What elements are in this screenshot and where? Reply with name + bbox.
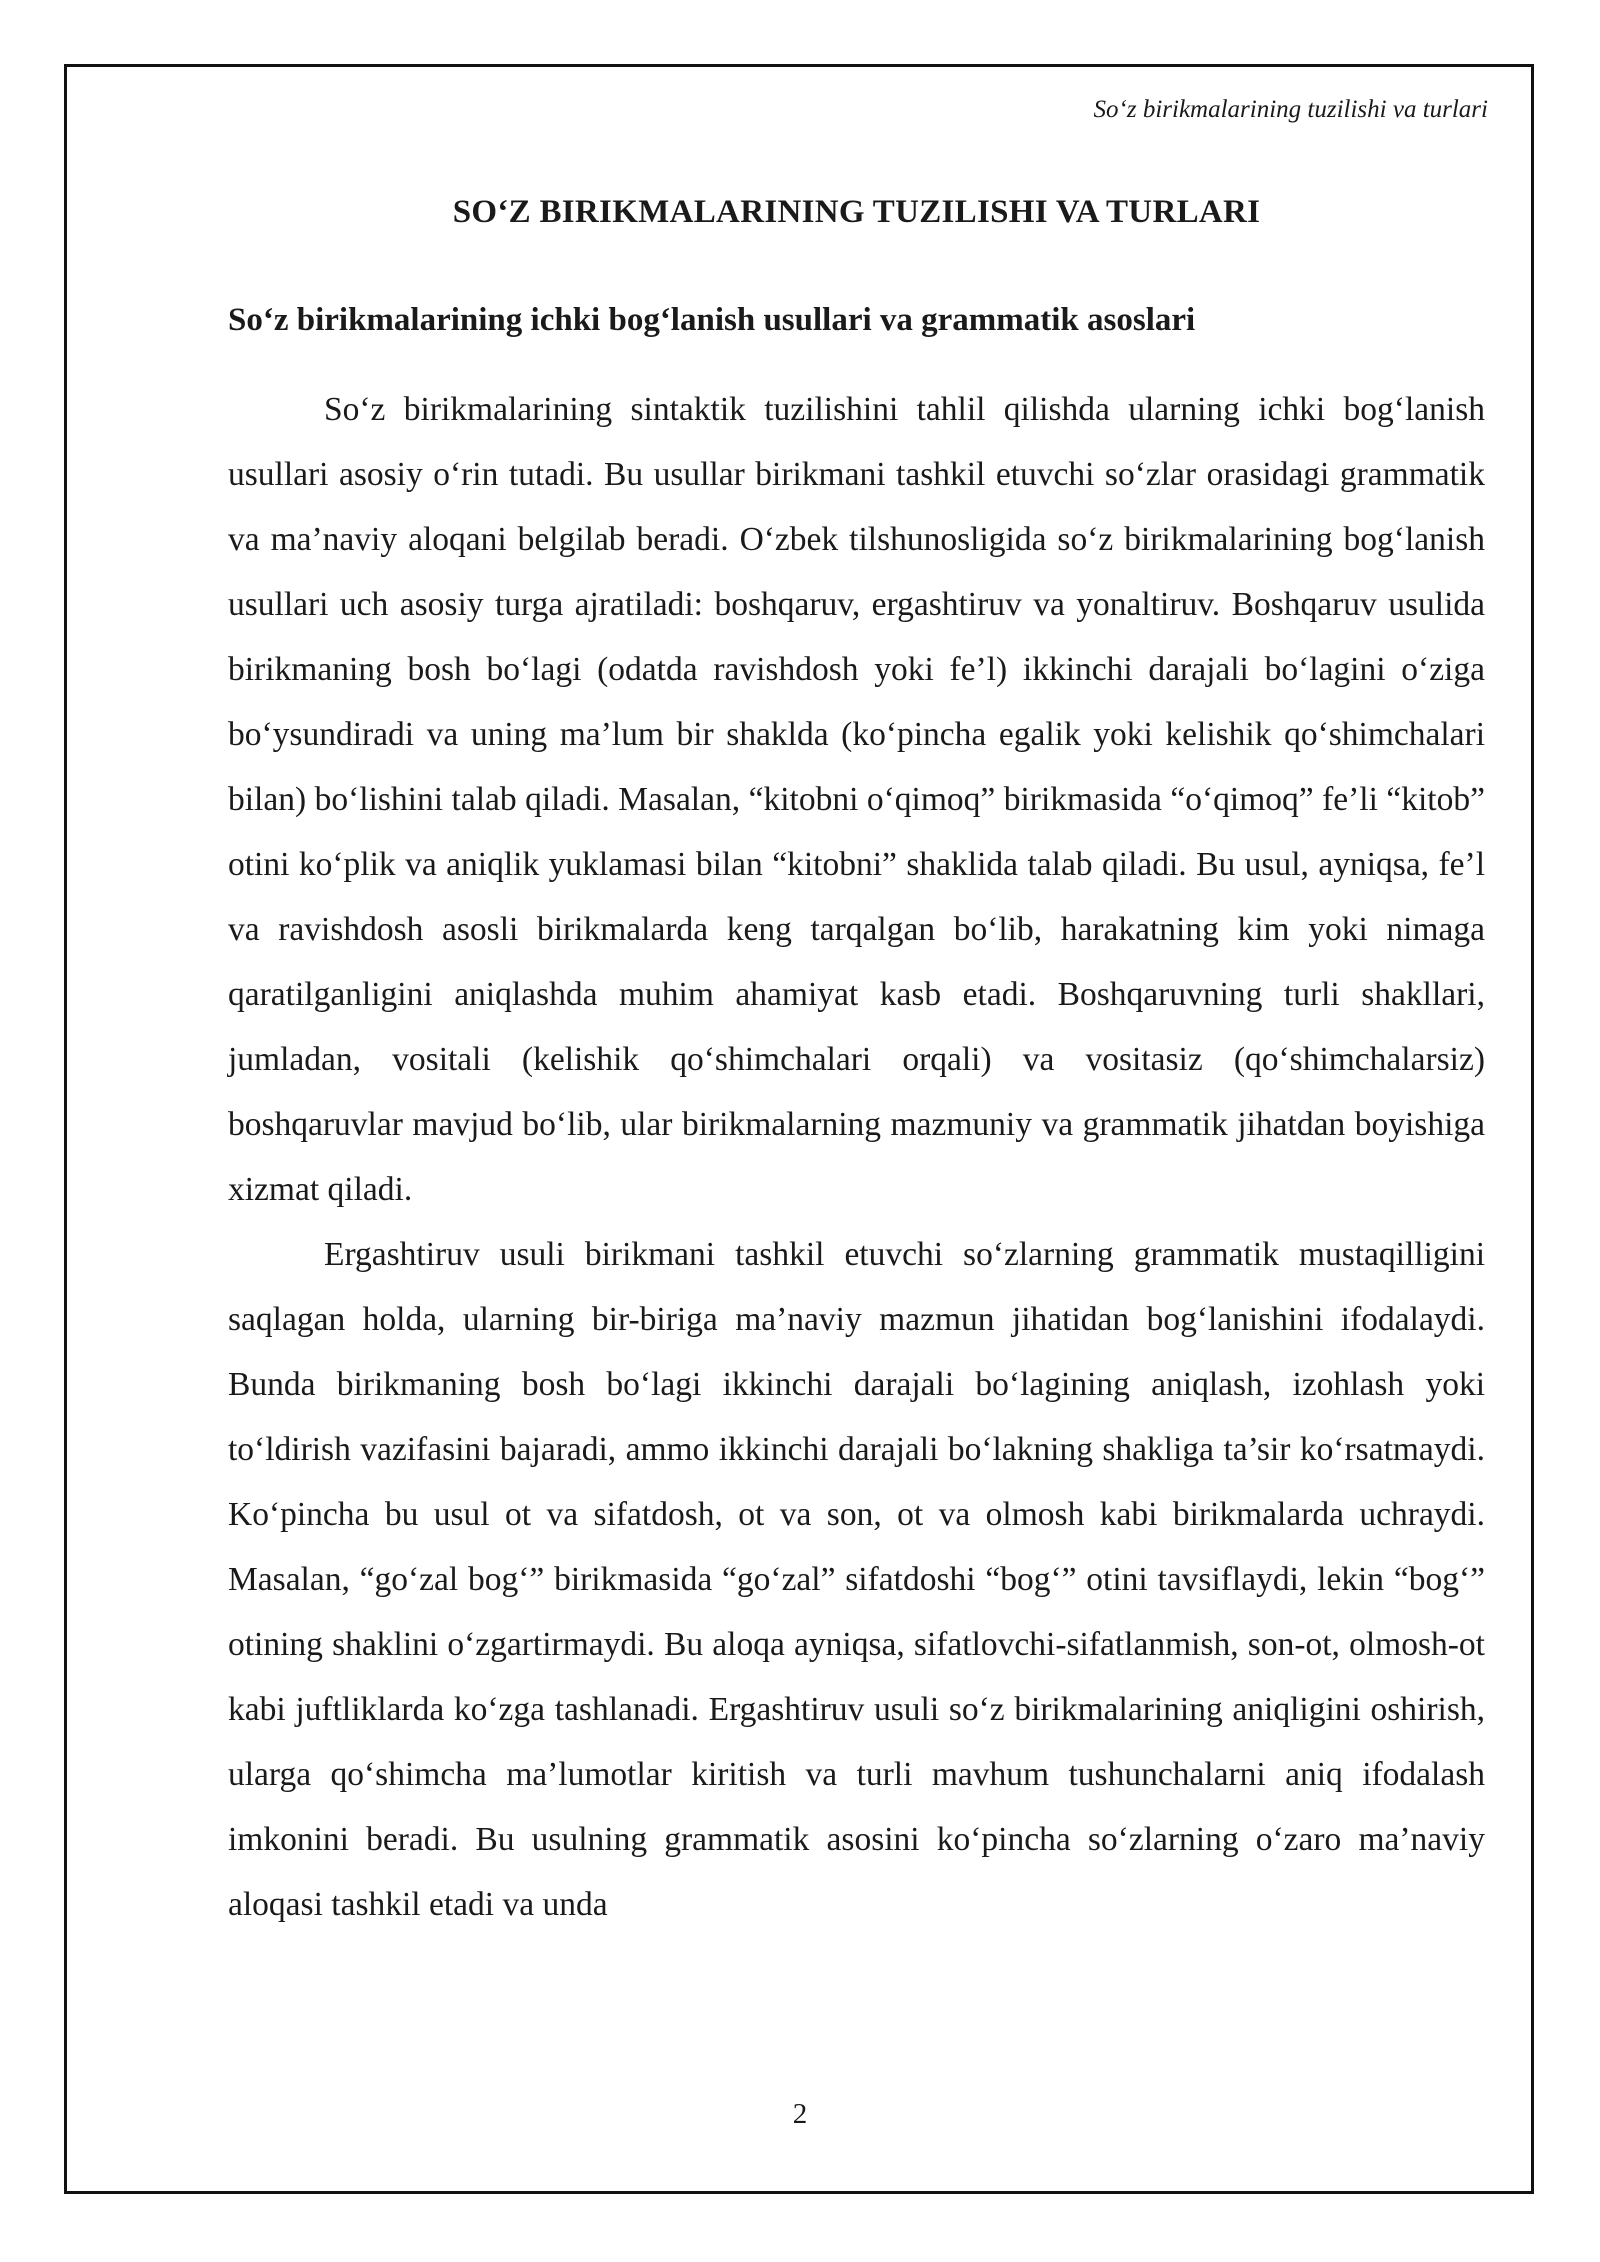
running-header: So‘z birikmalarining tuzilishi va turlari [1093, 96, 1488, 123]
body-text [228, 377, 1485, 1937]
page-number: 2 [792, 2098, 808, 2130]
document-title: SO‘Z BIRIKMALARINING TUZILISHI VA TURLARI [452, 194, 1261, 230]
paragraph-2: Ergashtiruv usuli birikmani tashkil etuvchi so‘zlarning grammatik mustaqilligini saqlagan holda, ularning bir-biriga ma’naviy mazmun jihatidan bog‘lanishini ifodalaydi. Bunda birikmaning bosh bo‘lagi ikkinchi darajali bo‘lagining aniqlash, izohlash yoki to‘ldirish vazifasini bajaradi, ammo ikkinchi darajali bo‘lakning shakliga ta’sir ko‘rsatmaydi. Ko‘pincha bu usul ot va sifatdosh, ot va son, ot va olmosh kabi birikmalarda uchraydi. Masalan, “go‘zal bog‘” birikmasida “go‘zal” sifatdoshi “bog‘” otini tavsiflaydi, lekin “bog‘” otining shaklini o‘zgartirmaydi. Bu aloqa ayniqsa, sifatlovchi-sifatlanmish, son-ot, olmosh-ot kabi juftliklarda ko‘zga tashlanadi. Ergashtiruv usuli so‘z birikmalarining aniqligini oshirish, ularga qo‘shimcha ma’lumotlar kiritish va turli mavhum tushunchalarni aniq ifodalash imkonini beradi. Bu usulning grammatik asosini ko‘pincha so‘zlarning o‘zaro ma’naviy aloqasi tashkil etadi va unda [228, 1236, 1485, 1923]
paragraph-1: So‘z birikmalarining sintaktik tuzilishini tahlil qilishda ularning ichki bog‘lanish usullari asosiy o‘rin tutadi. Bu usullar birikmani tashkil etuvchi so‘zlar orasidagi grammatik va ma’naviy aloqani belgilab beradi. O‘zbek tilshunosligida so‘z birikmalarining bog‘lanish usullari uch asosiy turga ajratiladi: boshqaruv, ergashtiruv va yonaltiruv. Boshqaruv usulida birikmaning bosh bo‘lagi (odatda ravishdosh yoki fe’l) ikkinchi darajali bo‘lagini o‘ziga bo‘ysundiradi va uning ma’lum bir shaklda (ko‘pincha egalik yoki kelishik qo‘shimchalari bilan) bo‘lishini talab qiladi. Masalan, “kitobni o‘qimoq” birikmasida “o‘qimoq” fe’li “kitob” otini ko‘plik va aniqlik yuklamasi bilan “kitobni” shaklida talab qiladi. Bu usul, ayniqsa, fe’l va ravishdosh asosli birikmalarda keng tarqalgan bo‘lib, harakatning kim yoki nimaga qaratilganligini aniqlashda muhim ahamiyat kasb etadi. Boshqaruvning turli shakllari, jumladan, vositali (kelishik qo‘shimchalari orqali) va vositasiz (qo‘shimchalarsiz) boshqaruvlar mavjud bo‘lib, ular birikmalarning mazmuniy va grammatik jihatdan boyishiga xizmat qiladi. [228, 391, 1485, 1208]
section-heading: So‘z birikmalarining ichki bog‘lanish usullari va grammatik asoslari [228, 302, 1196, 338]
